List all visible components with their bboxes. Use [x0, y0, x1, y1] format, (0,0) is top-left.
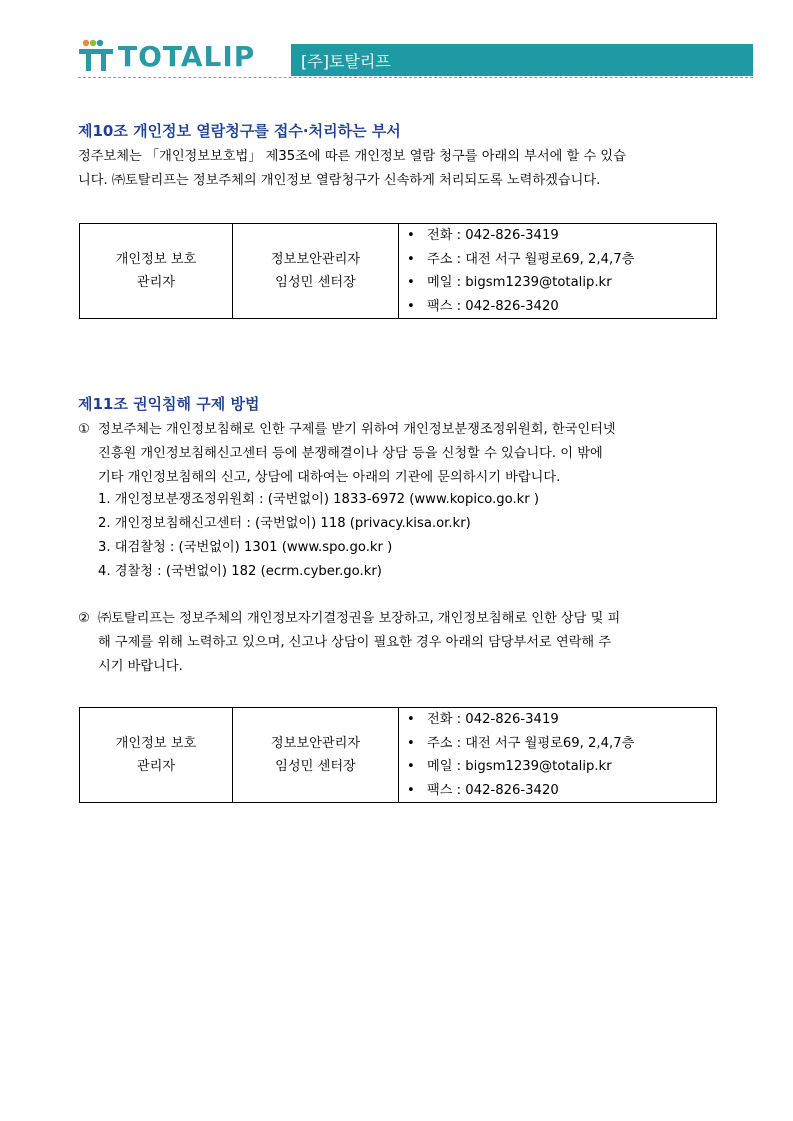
agency-kopico: 1. 개인정보분쟁조정위원회 : (국번없이) 1833-6972 (www.kopico.go.kr ) — [98, 492, 540, 507]
email-line: • 메일 : bigsm1239@totalip.kr — [407, 755, 716, 779]
role-cell — [80, 224, 233, 319]
bullet-icon: • — [407, 759, 415, 774]
bullet-icon: • — [407, 298, 415, 314]
item2-line1: ㈜토탈리프는 정보주체의 개인정보자기결정권을 보장하고, 개인정보침해로 인한 상담 및 피 — [98, 611, 621, 626]
article11-item1 — [78, 418, 718, 490]
page-header — [78, 34, 753, 80]
bullet-icon: • — [407, 735, 415, 751]
article10-paragraph — [78, 145, 718, 193]
contact-info-cell — [399, 708, 717, 803]
item1-line2: 진흥원 개인정보침해신고센터 등에 분쟁해결이나 상담 등을 신청할 수 있습니다. 이 밖에 — [98, 446, 603, 461]
bullet-icon: • — [407, 228, 415, 243]
role-line2: 관리자 — [136, 275, 176, 290]
officer-title: 정보보안관리자 — [270, 252, 361, 267]
company-logo — [78, 36, 255, 76]
address-line: • 주소 : 대전 서구 월평로69, 2,4,7층 — [407, 248, 716, 272]
logo-text: TOTALIP — [118, 39, 256, 73]
officer-name: 임성민 센터장 — [275, 275, 356, 290]
article10-title: 제10조 개인정보 열람청구를 접수·처리하는 부서 — [78, 122, 401, 140]
officer-title: 정보보안관리자 — [270, 736, 361, 751]
contact-table-2 — [79, 707, 717, 803]
item2-line2: 해 구제를 위해 노력하고 있으며, 신고나 상담이 필요한 경우 아래의 담당부서로 연락해 주 — [98, 635, 612, 650]
bullet-icon: • — [407, 712, 415, 727]
bullet-icon: • — [407, 275, 415, 290]
email-line: • 메일 : bigsm1239@totalip.kr — [407, 271, 716, 295]
role-line2: 관리자 — [136, 759, 176, 774]
header-banner — [291, 44, 753, 76]
header-divider — [78, 77, 753, 78]
officer-cell — [233, 224, 399, 319]
item1-line3: 기타 개인정보침해의 신고, 상담에 대하여는 아래의 기관에 문의하시기 바랍니다. — [98, 470, 561, 485]
address-line: • 주소 : 대전 서구 월평로69, 2,4,7층 — [407, 732, 716, 756]
agency-kisa: 2. 개인정보침해신고센터 : (국번없이) 118 (privacy.kisa.or.kr) — [98, 516, 471, 531]
phone-line: • 전화 : 042-826-3419 — [407, 708, 716, 732]
article10-line1: 정주보체는 「개인정보보호법」 제35조에 따른 개인정보 열람 청구를 아래의 부서에 할 수 있습 — [78, 149, 626, 164]
article10-line2: 니다. ㈜토탈리프는 정보주체의 개인정보 열람청구가 신속하게 처리되도록 노력하겠습니다. — [78, 173, 601, 188]
phone-line: • 전화 : 042-826-3419 — [407, 224, 716, 248]
contact-info-cell — [399, 224, 717, 319]
article11-item2 — [78, 607, 718, 679]
role-cell — [80, 708, 233, 803]
logo-mark-icon — [78, 39, 114, 73]
item2-number: ② — [78, 611, 90, 626]
company-label: [주]토탈리프 — [301, 52, 391, 71]
item1-number: ① — [78, 422, 90, 437]
article11-title: 제11조 권익침해 구제 방법 — [78, 395, 260, 413]
officer-name: 임성민 센터장 — [275, 759, 356, 774]
contact-table-1 — [79, 223, 717, 319]
bullet-icon: • — [407, 782, 415, 798]
officer-cell — [233, 708, 399, 803]
item2-line3: 시기 바랍니다. — [98, 659, 183, 674]
agency-police: 4. 경찰청 : (국번없이) 182 (ecrm.cyber.go.kr) — [98, 564, 382, 579]
fax-line: • 팩스 : 042-826-3420 — [407, 779, 716, 803]
item1-line1: 정보주체는 개인정보침해로 인한 구제를 받기 위하여 개인정보분쟁조정위원회, 한국인터넷 — [98, 422, 616, 437]
role-line1: 개인정보 보호 — [115, 736, 197, 751]
agency-spo: 3. 대검찰청 : (국번없이) 1301 (www.spo.go.kr ) — [98, 540, 393, 555]
fax-line: • 팩스 : 042-826-3420 — [407, 295, 716, 319]
bullet-icon: • — [407, 251, 415, 267]
role-line1: 개인정보 보호 — [115, 252, 197, 267]
